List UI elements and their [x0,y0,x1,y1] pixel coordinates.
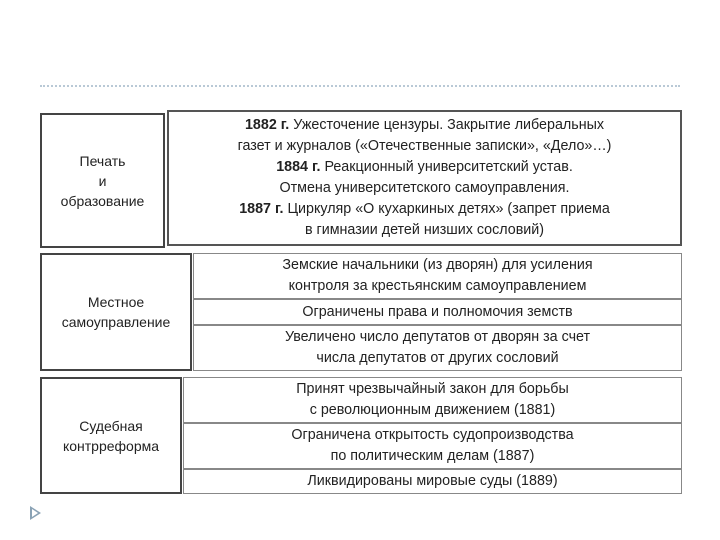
entry-text: Реакционный университетский устав. Отмена университетского самоуправления. [279,159,573,196]
category-label: Судебная контрреформа [62,417,160,454]
category-label: Печать и образование [60,152,145,209]
entry-year: 1887 г. [239,201,284,217]
category-judicial-counterreform [40,377,182,494]
category-press-education [40,113,165,248]
item-text: Ограничена открытость судопроизводства по политическим делам (1887) [291,427,574,464]
next-slide-arrow-icon[interactable] [30,506,41,520]
entry-text: Циркуляр «О кухаркиных детях» (запрет приема в гимназии детей низших сословий) [287,201,610,238]
local-gov-item-1 [193,253,682,299]
item-text: Принят чрезвычайный закон для борьбы с революционным движением (1881) [296,381,569,418]
item-text: Земские начальники (из дворян) для усиления контроля за крестьянским самоуправлением [282,257,593,294]
item-text: Ликвидированы мировые суды (1889) [307,473,558,489]
judicial-item-3 [183,469,682,494]
category-local-government [40,253,192,371]
entry-text: Ужесточение цензуры. Закрытие либеральных газет и журналов («Отечественные записки», «Дело»…) [237,117,612,154]
entry-year: 1884 г. [276,159,321,175]
header-divider [40,85,680,87]
judicial-item-2 [183,423,682,469]
category-label: Местное самоуправление [61,294,171,330]
entry-year: 1882 г. [244,117,290,133]
entry-1884 [276,157,573,199]
press-education-details [167,110,682,246]
item-text: Ограничены права и полномочия земств [302,303,573,320]
entry-1887 [239,199,610,241]
local-gov-item-3 [193,325,682,371]
judicial-item-1 [183,377,682,423]
entry-1882 [238,115,612,157]
item-text: Увеличено число депутатов от дворян за счет числа депутатов от других сословий [284,329,591,366]
local-gov-item-2 [193,299,682,325]
